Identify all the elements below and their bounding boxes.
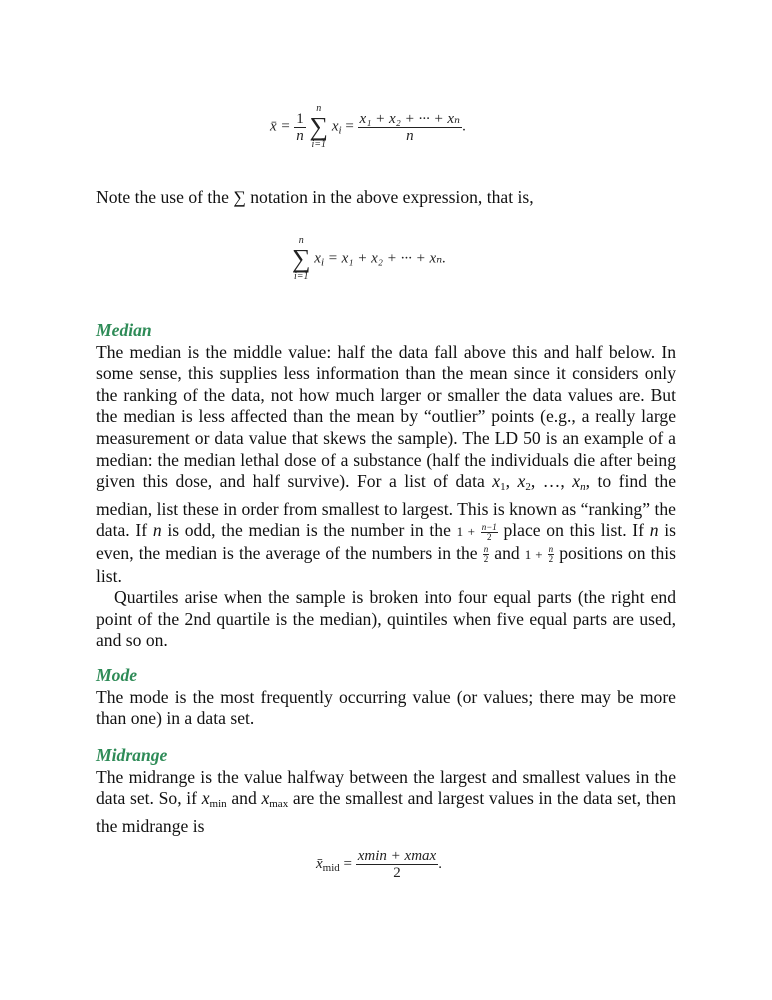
sum-equation: n ∑ i=1 $x_i = x_1 + x_2$ + ··· + xₙ.: [292, 235, 447, 282]
midrange-fraction: $\frac{xmin + xmax}{2}$: [357, 848, 437, 881]
sigma-sum-2: n ∑ i=1: [292, 235, 311, 282]
mode-heading: Mode: [96, 665, 138, 685]
quartiles-paragraph: Quartiles arise when the sample is broken into four equal parts (the right end point of the 2nd quartile is the median), quintiles when five equal parts are used, and so on.: [96, 587, 676, 651]
sigma-symbol: ∑: [292, 244, 311, 273]
median-section: [96, 320, 676, 652]
median-paragraph: The median is the middle value: half the data fall above this and half below. In some sense, this supplies less information than the mean since it considers only the ranking of the data, not how much larger or smaller the data values are. But the median is less affected than the mean by “outlier” points (e.g., a really large measurement or data value that skews the sample). The LD 50 is an example of a median: the median lethal dose of a substance (half the individuals die after being given this dose, and half survive). For a list of data $x_1$, $x_2$, …, $x_n$, to find the median, list these in order from smallest to largest. This is known as “ranking” the data. If n is odd, the median is the number in the 1 + $\frac{n-1}{2}$ place on this list. If n is even, the median is the average of the numbers in the $\frac{n}{2}$ and 1 + $\frac{n}{2}$ positions on this list.: [96, 341, 677, 586]
sigma-symbol: ∑: [309, 112, 329, 141]
mean-equation: x̄ = $\frac{1}{n}$ n ∑ i=1 $x_i$ = $\frac{\text{x₁ + x₂ + ··· + xₙ}}{n}$ .: [270, 103, 466, 150]
sigma-sum: n ∑ i=1: [309, 103, 329, 150]
n-over-two: $\frac{n}{2}$: [483, 544, 489, 565]
mode-paragraph: The mode is the most frequently occurring value (or values; there may be more than one) in a data set.: [96, 686, 676, 729]
n-over-two-2: $\frac{n}{2}$: [548, 544, 554, 565]
one-over-n: $\frac{1}{n}$: [296, 110, 304, 144]
note-text: Note the use of the ∑ notation in the above expression, that is,: [96, 187, 534, 207]
midrange-paragraph: The midrange is the value halfway between the largest and smallest values in the data set. So, if $x_{min}$ and $x_{max}$ are the smallest and largest values in the data set, then the midrange is: [96, 766, 676, 836]
mean-fraction: $\frac{\text{x₁ + x₂ + ··· + xₙ}}{n}$: [359, 110, 461, 144]
n-minus-one-over-two: $\frac{n-1}{2}$: [481, 521, 497, 542]
midrange-heading: Midrange: [96, 745, 168, 765]
note-block: [96, 187, 676, 209]
median-heading: Median: [96, 320, 152, 340]
midrange-equation: $x̄_{mid}$ = $\frac{xmin + xmax}{2}$ .: [316, 848, 442, 881]
mean-lhs: x̄ =: [270, 118, 291, 135]
midrange-section: [96, 745, 676, 837]
mode-section: [96, 665, 676, 730]
